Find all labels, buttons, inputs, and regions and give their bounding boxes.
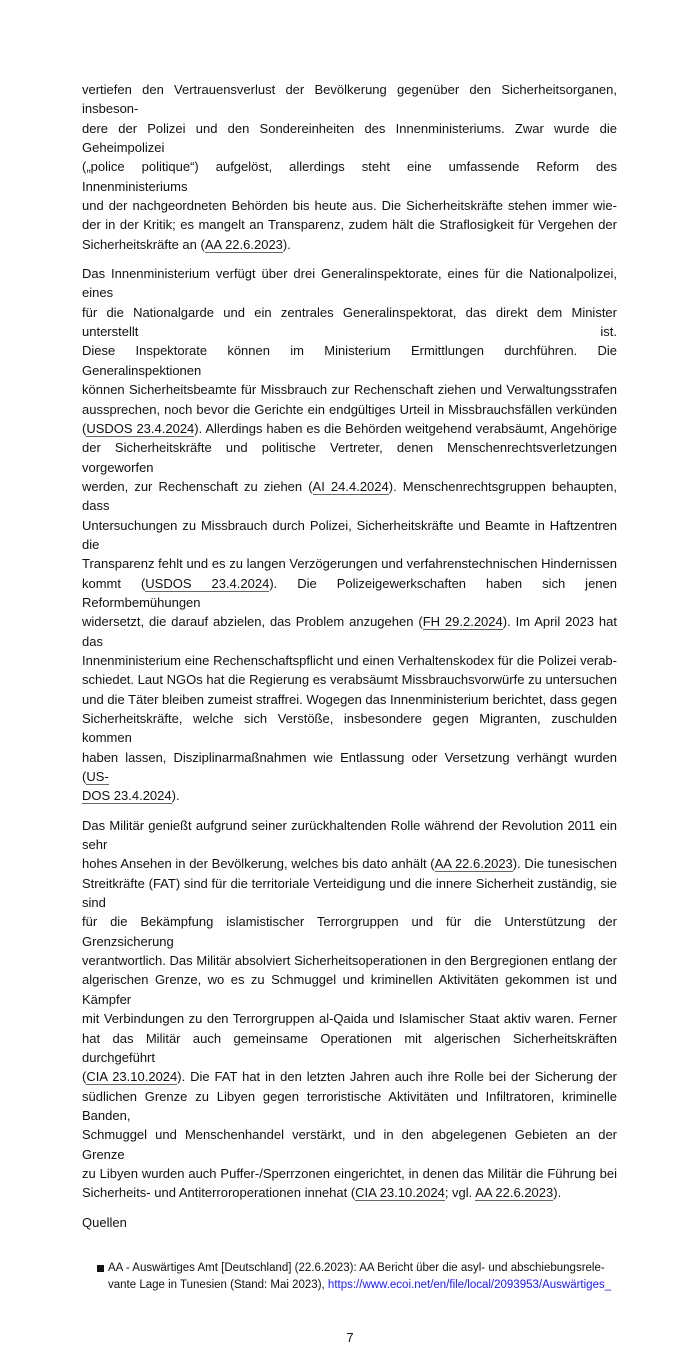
source-text-line-2: vante Lage in Tunesien (Stand: Mai 2023),	[108, 1278, 328, 1291]
page-content	[82, 0, 617, 1367]
text-segment: Sicherheits- und Antiterroroperationen innehat (	[82, 1185, 356, 1201]
text-line	[82, 477, 617, 516]
text-line	[82, 786, 617, 805]
text-line	[82, 157, 617, 196]
text-segment: für die Nationalgarde und ein zentrales Generalinspektorat, das direkt dem Minister unterstellt ist.	[82, 304, 617, 340]
text-segment: schiedet. Laut NGOs hat die Regierung es verabsäumt Missbrauchsvorwürfe zu untersuchen	[82, 672, 617, 688]
text-segment: Sicherheitskräfte an (	[82, 236, 205, 252]
text-segment: dere der Polizei und den Sondereinheiten des Innenministeriums. Zwar wurde die Geheimpolizei	[82, 120, 617, 156]
text-segment: Streitkräfte (FAT) sind für die territoriale Verteidigung und die innere Sicherheit zuständig, sie sind	[82, 875, 617, 911]
text-line	[82, 1183, 617, 1202]
text-line	[82, 574, 617, 613]
text-segment: („police politique“) aufgelöst, allerdings steht eine umfassende Reform des Innenministeriums	[82, 159, 617, 194]
text-segment: haben lassen, Disziplinarmaßnahmen wie Entlassung oder Versetzung verhängt wurden (	[82, 749, 617, 785]
text-line	[82, 80, 617, 119]
text-segment: Schmuggel und Menschenhandel verstärkt, und in den abgelegenen Gebieten an der Grenze	[82, 1127, 617, 1162]
text-segment: algerischen Grenze, wo es zu Schmuggel und kriminellen Aktivitäten gekommen ist und Kämpfer	[82, 972, 617, 1007]
text-line	[82, 690, 617, 709]
text-line	[82, 748, 617, 787]
text-segment: ). Die tunesischen	[512, 856, 617, 872]
citation-link[interactable]: USDOS 23.4.2024	[145, 575, 270, 591]
text-segment: ).	[282, 236, 291, 252]
text-line	[82, 1009, 617, 1028]
text-segment: südlichen Grenze zu Libyen gegen terroristische Aktivitäten und Infiltratoren, kriminelle Banden,	[82, 1088, 617, 1123]
text-line	[82, 196, 617, 215]
text-line	[82, 1029, 617, 1068]
citation-link[interactable]: AA 22.6.2023	[475, 1185, 554, 1201]
text-line	[82, 1067, 617, 1086]
text-line	[82, 670, 617, 689]
text-line	[82, 854, 617, 873]
paragraph-military	[82, 816, 617, 1203]
text-line	[82, 516, 617, 555]
text-line	[82, 874, 617, 913]
text-line	[82, 380, 617, 399]
text-segment: ; vgl.	[444, 1185, 476, 1201]
text-segment: und der nachgeordneten Behörden bis heute aus. Die Sicherheitskräfte stehen immer wie-	[82, 198, 617, 214]
text-segment: für die Bekämpfung islamistischer Terrorgruppen und für die Unterstützung der Grenzsicherung	[82, 914, 617, 949]
text-segment: ). Im April 2023 hat das	[82, 614, 617, 649]
text-segment: vertiefen den Vertrauensverlust der Bevölkerung gegenüber den Sicherheitsorganen, insbeson-	[82, 82, 617, 117]
text-line	[82, 264, 617, 303]
citation-link[interactable]: CIA 23.10.2024	[86, 1069, 178, 1085]
text-segment: ). Menschenrechtsgruppen behaupten, dass	[82, 478, 617, 514]
text-line	[82, 651, 617, 670]
text-segment: zu Libyen wurden auch Puffer-/Sperrzonen eingerichtet, in denen das Militär die Führung bei	[82, 1165, 617, 1181]
source-text	[108, 1260, 617, 1294]
citation-link[interactable]: AI 24.4.2024	[312, 478, 389, 494]
text-segment: Innenministerium eine Rechenschaftspflicht und einen Verhaltenskodex für die Polizei verab-	[82, 652, 617, 668]
text-line	[82, 709, 617, 748]
text-line	[82, 912, 617, 951]
paragraph-security-forces-criticism	[82, 80, 617, 254]
text-segment: der Sicherheitskräfte und politische Vertreter, denen Menschenrechtsverletzungen vorgeworfen	[82, 440, 617, 475]
text-segment: mit Verbindungen zu den Terrorgruppen al-Qaida und Islamischer Staat aktiv waren. Ferner	[82, 1011, 617, 1027]
text-segment: ). Die FAT hat in den letzten Jahren auch ihre Rolle bei der Sicherung der	[177, 1069, 617, 1085]
text-line	[82, 1125, 617, 1164]
text-segment: werden, zur Rechenschaft zu ziehen (	[82, 478, 313, 494]
citation-link[interactable]: USDOS 23.4.2024	[86, 420, 195, 436]
text-segment: Das Militär genießt aufgrund seiner zurückhaltenden Rolle während der Revolution 2011 ein sehr	[82, 817, 617, 853]
text-line	[82, 1087, 617, 1126]
paragraph-interior-ministry-inspectorates	[82, 264, 617, 806]
text-segment: ). Die Polizeigewerkschaften haben sich jenen Reformbemühungen	[82, 575, 617, 610]
text-line	[82, 438, 617, 477]
text-segment: (	[82, 420, 87, 436]
text-segment: Untersuchungen zu Missbrauch durch Polizei, Sicherheitskräfte und Beamte in Haftzentren die	[82, 517, 617, 552]
citation-link[interactable]: AA 22.6.2023	[204, 236, 283, 252]
text-line	[82, 554, 617, 573]
text-line	[82, 215, 617, 234]
text-segment: kommt (	[82, 575, 146, 591]
text-segment: ). Allerdings haben es die Behörden weitgehend verabsäumt, Angehörige	[194, 420, 617, 436]
text-line	[82, 419, 617, 438]
source-url-link[interactable]: https://www.ecoi.net/en/file/local/2093953/Auswärtiges_	[327, 1278, 612, 1291]
text-segment: Transparenz fehlt und es zu langen Verzögerungen und verfahrenstechnischen Hindernissen	[82, 556, 617, 572]
text-segment: Diese Inspektorate können im Ministerium Ermittlungen durchführen. Die Generalinspektionen	[82, 343, 617, 378]
text-line	[82, 235, 617, 254]
text-segment: können Sicherheitsbeamte für Missbrauch zur Rechenschaft ziehen und Verwaltungsstrafen	[82, 382, 617, 398]
text-segment: und die Täter bleiben zumeist straffrei. Wogegen das Innenministerium berichtet, dass gegen	[82, 691, 617, 707]
text-segment: ).	[553, 1185, 562, 1201]
text-segment: der in der Kritik; es mangelt an Transparenz, zudem hält die Straflosigkeit für Vergehen der	[82, 217, 617, 233]
text-line	[82, 400, 617, 419]
citation-link[interactable]: US-	[86, 769, 109, 785]
text-line	[82, 1164, 617, 1183]
square-bullet-icon	[97, 1265, 104, 1272]
text-segment: verantwortlich. Das Militär absolviert Sicherheitsoperationen in den Bergregionen entlang der	[82, 953, 617, 969]
text-segment: ).	[171, 788, 180, 804]
text-segment: hat das Militär auch gemeinsame Operationen mit algerischen Sicherheitskräften durchgeführt	[82, 1030, 617, 1065]
text-line	[82, 341, 617, 380]
sources-heading: Quellen	[82, 1214, 127, 1230]
text-segment: (	[82, 1069, 87, 1085]
text-segment: aussprechen, noch bevor die Gerichte ein endgültiges Urteil in Missbrauchsfällen verkünden	[82, 401, 617, 417]
citation-link[interactable]: AA 22.6.2023	[434, 856, 513, 872]
page-number: 7	[346, 1329, 354, 1345]
text-line	[82, 612, 617, 651]
source-list-item	[97, 1260, 617, 1294]
text-segment: hohes Ansehen in der Bevölkerung, welches bis dato anhält (	[82, 856, 435, 872]
citation-link[interactable]: DOS 23.4.2024	[82, 788, 172, 804]
text-line	[82, 119, 617, 158]
source-text-line-1: AA - Auswärtiges Amt [Deutschland] (22.6.2023): AA Bericht über die asyl- und abschiebungsrele-	[108, 1261, 605, 1274]
text-segment: Sicherheitskräfte, welche sich Verstöße, insbesondere gegen Migranten, zuschulden kommen	[82, 711, 617, 746]
citation-link[interactable]: FH 29.2.2024	[422, 614, 503, 630]
text-segment: widersetzt, die darauf abzielen, das Problem anzugehen (	[82, 614, 423, 630]
text-segment: Das Innenministerium verfügt über drei Generalinspektorate, eines für die Nationalpolizei, eines	[82, 266, 617, 301]
text-line	[82, 816, 617, 855]
text-line	[82, 303, 617, 342]
text-line	[82, 951, 617, 970]
citation-link[interactable]: CIA 23.10.2024	[355, 1185, 445, 1201]
